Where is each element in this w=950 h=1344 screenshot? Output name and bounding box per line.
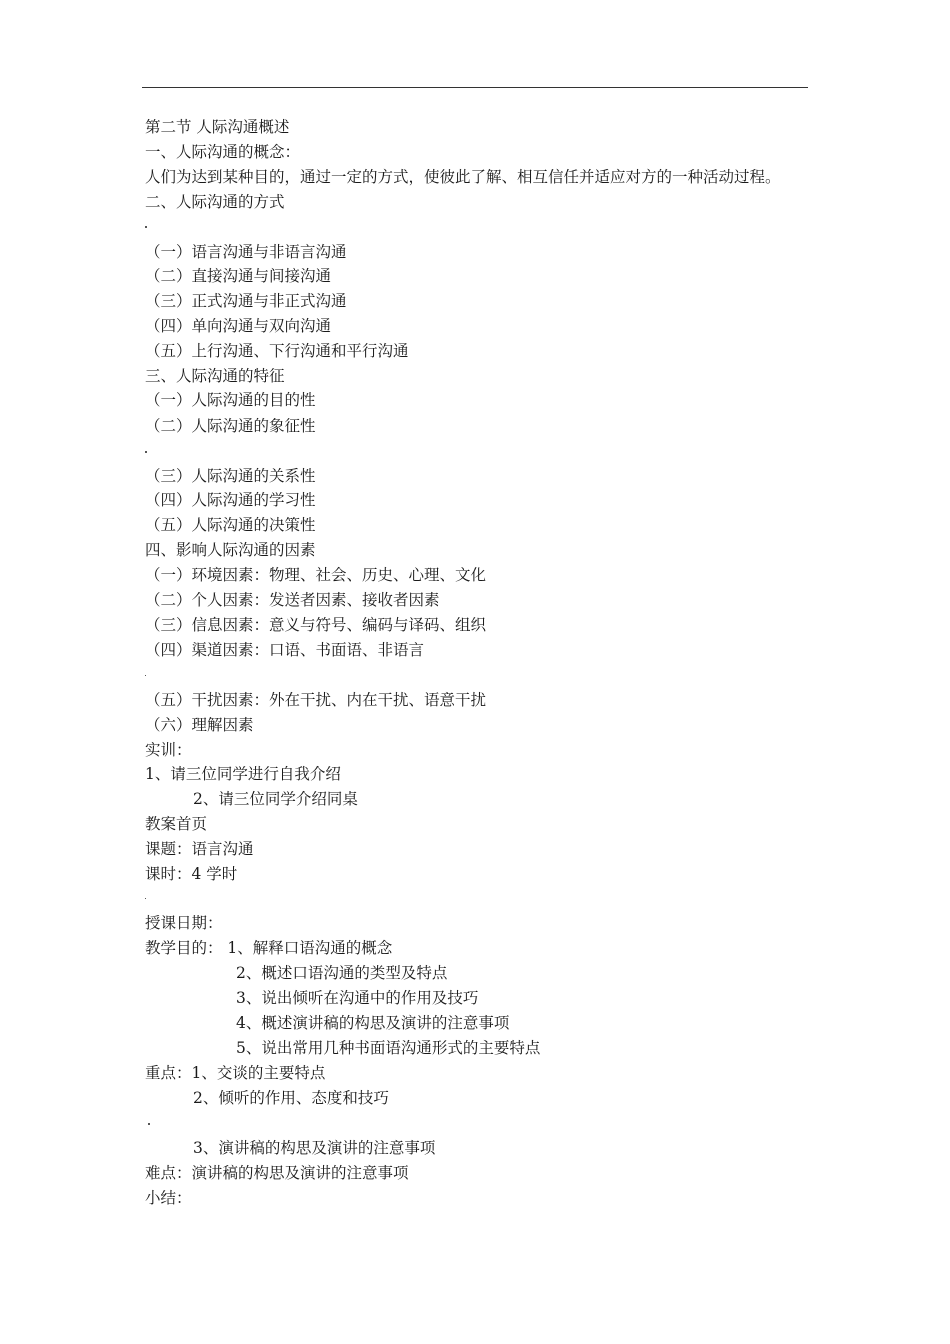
heading-concept: 一、人际沟通的概念： [145,143,301,161]
key-point-item: 3、演讲稿的构思及演讲的注意事项 [193,1139,436,1157]
list-item: （一）语言沟通与非语言沟通 [145,243,347,261]
heading-factors: 四、影响人际沟通的因素 [145,541,316,559]
key-point-item: 2、倾听的作用、态度和技巧 [193,1089,389,1107]
heading-features: 三、人际沟通的特征 [145,367,285,385]
section-title: 第二节 人际沟通概述 [145,118,290,136]
list-item: （三）信息因素：意义与符号、编码与译码、组织 [145,616,487,634]
stray-mark [145,675,146,676]
objective-item: 3、说出倾听在沟通中的作用及技巧 [236,989,479,1007]
summary-line: 小结： [145,1189,192,1207]
list-item: （五）干扰因素：外在干扰、内在干扰、语意干扰 [145,691,487,709]
list-item: （一）人际沟通的目的性 [145,391,316,409]
practice-item: 2、请三位同学介绍同桌 [193,790,358,808]
header-rule [142,87,808,88]
list-item: （四）人际沟通的学习性 [145,491,316,509]
topic-line: 课题：语言沟通 [145,840,254,858]
objective-item: 4、概述演讲稿的构思及演讲的注意事项 [236,1014,510,1032]
list-item: （三）正式沟通与非正式沟通 [145,292,347,310]
list-item: （二）个人因素：发送者因素、接收者因素 [145,591,440,609]
list-item: （三）人际沟通的关系性 [145,467,316,485]
objective-item: 5、说出常用几种书面语沟通形式的主要特点 [236,1039,541,1057]
stray-mark [145,451,147,453]
date-line: 授课日期： [145,914,223,932]
list-item: （四）单向沟通与双向沟通 [145,317,332,335]
list-item: （一）环境因素：物理、社会、历史、心理、文化 [145,566,487,584]
difficulty-line: 难点：演讲稿的构思及演讲的注意事项 [145,1164,409,1182]
hours-line: 课时：4 学时 [145,865,238,883]
objectives-line: 教学目的： 1、解释口语沟通的概念 [145,939,393,957]
stray-mark [145,898,146,899]
list-item: （二）人际沟通的象征性 [145,417,316,435]
definition-text: 人们为达到某种目的，通过一定的方式，使彼此了解、相互信任并适应对方的一种活动过程。 [145,168,781,186]
heading-methods: 二、人际沟通的方式 [145,193,285,211]
key-points-line: 重点：1、交谈的主要特点 [145,1064,326,1082]
heading-practice: 实训： [145,741,192,759]
stray-mark [145,226,147,228]
list-item: （五）上行沟通、下行沟通和平行沟通 [145,342,409,360]
list-item: （四）渠道因素：口语、书面语、非语言 [145,641,425,659]
list-item: （五）人际沟通的决策性 [145,516,316,534]
list-item: （二）直接沟通与间接沟通 [145,267,332,285]
practice-item: 1、请三位同学进行自我介绍 [145,765,341,783]
list-item: （六）理解因素 [145,716,254,734]
heading-lesson-plan: 教案首页 [145,815,208,833]
objective-item: 2、概述口语沟通的类型及特点 [236,964,448,982]
stray-mark [148,1123,150,1125]
